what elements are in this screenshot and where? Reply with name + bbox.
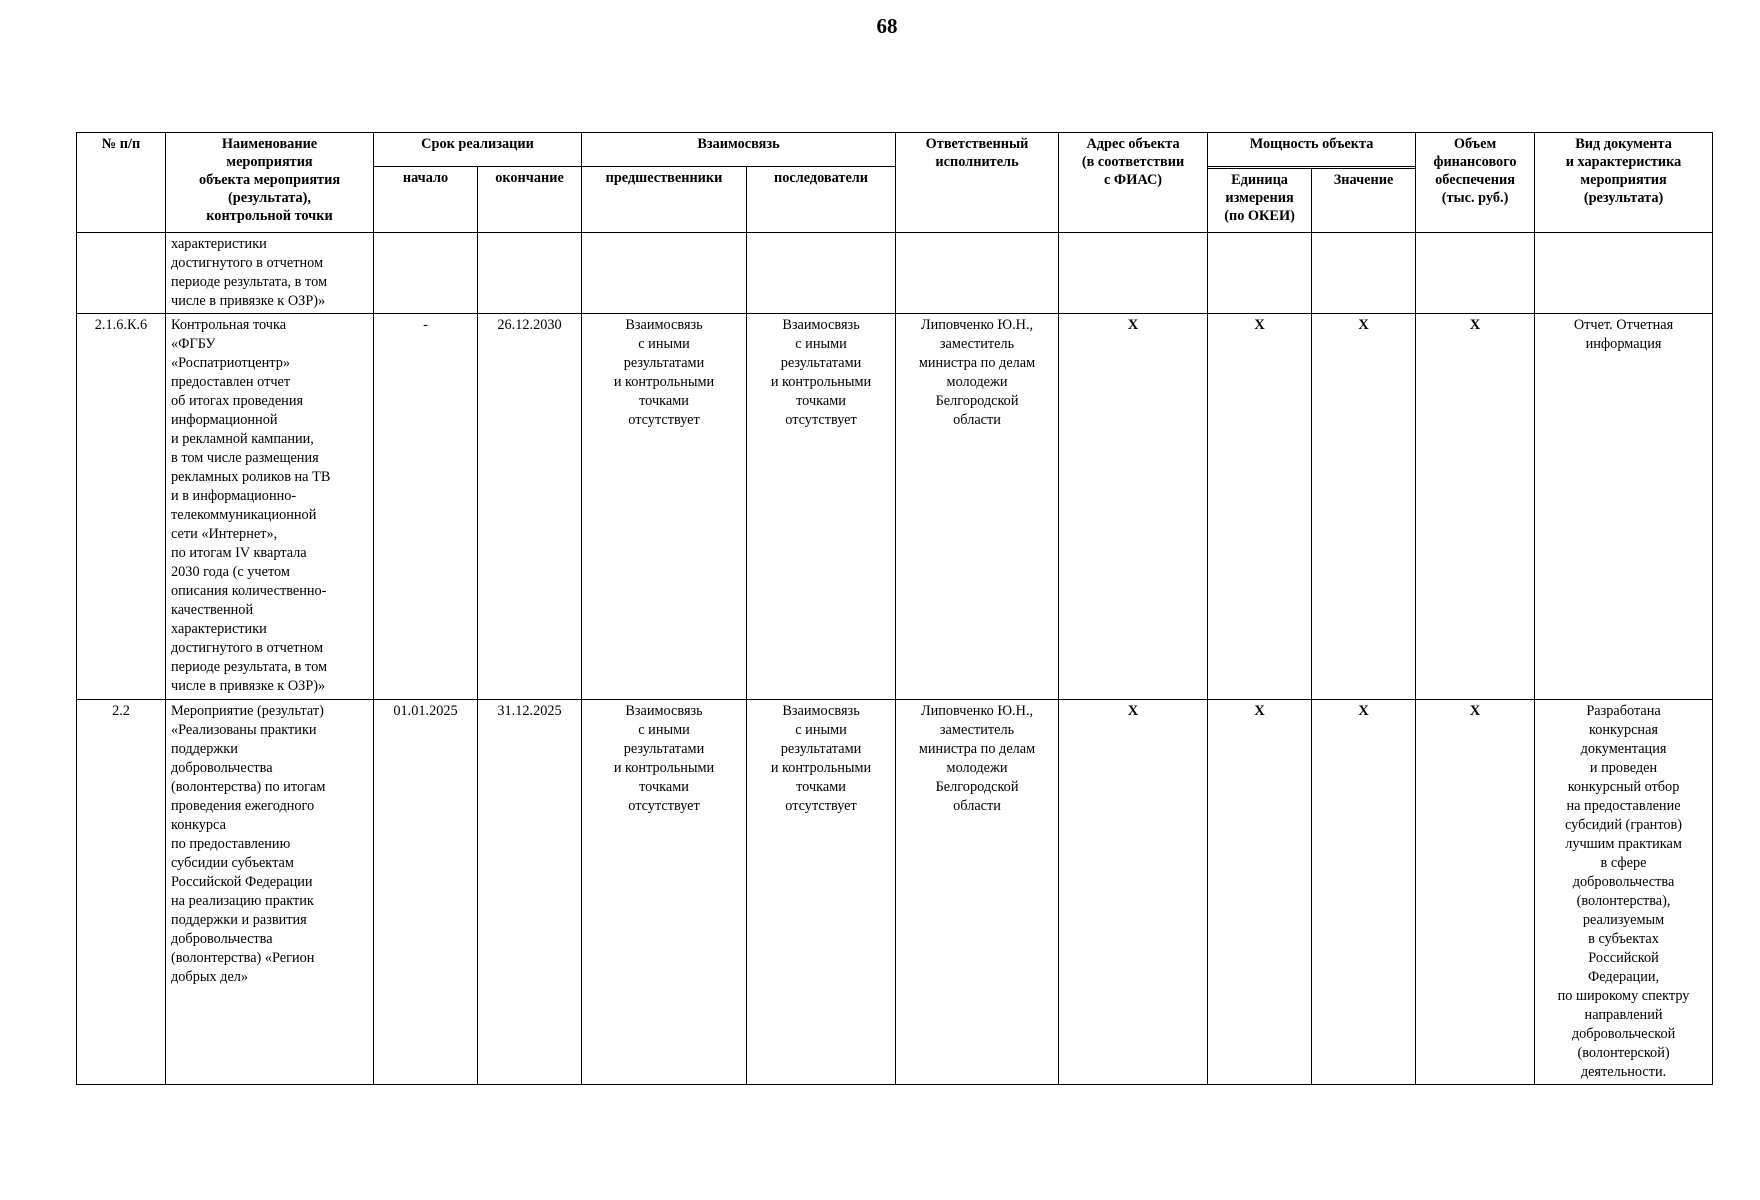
cell-name: Мероприятие (результат) «Реализованы практики поддержки добровольчества (волонтерства) по итогам проведения ежегодного конкурса по предоставлению субсидии субъектам Российской Федерации на реализацию практик поддержки и развития добровольчества (волонтерства) «Регион добрых дел»	[166, 700, 374, 1085]
cell-num: 2.1.6.К.6	[77, 314, 166, 700]
cell-doc: Разработана конкурсная документация и проведен конкурсный отбор на предоставление субсидий (грантов) лучшим практикам в сфере добровольчества (волонтерства), реализуемым в субъектах Российской Федерации, по широкому спектру направлений добровольческой (волонтерской) деятельности.	[1535, 700, 1713, 1085]
cell-start: 01.01.2025	[374, 700, 478, 1085]
cell-succ: Взаимосвязь с иными результатами и контрольными точками отсутствует	[747, 314, 896, 700]
cell-num: 2.2	[77, 700, 166, 1085]
header-period-end: окончание	[478, 167, 582, 233]
header-cap-unit: Единица измерения (по ОКЕИ)	[1208, 169, 1312, 233]
header-address: Адрес объекта (в соответствии с ФИАС)	[1059, 133, 1208, 233]
cell-pred: Взаимосвязь с иными результатами и контрольными точками отсутствует	[582, 700, 747, 1085]
header-link-succ: последователи	[747, 167, 896, 233]
cell-num	[77, 233, 166, 314]
cell-succ	[747, 233, 896, 314]
page-number: 68	[876, 14, 898, 38]
cell-pred: Взаимосвязь с иными результатами и контрольными точками отсутствует	[582, 314, 747, 700]
header-period: Срок реализации	[374, 133, 582, 167]
cell-doc	[1535, 233, 1713, 314]
header-responsible: Ответственный исполнитель	[896, 133, 1059, 233]
header-finance: Объем финансового обеспечения (тыс. руб.)	[1416, 133, 1535, 233]
cell-unit: Х	[1208, 314, 1312, 700]
cell-end: 31.12.2025	[478, 700, 582, 1085]
table-row	[77, 233, 1713, 314]
table-row	[77, 700, 1713, 1085]
cell-succ: Взаимосвязь с иными результатами и контрольными точками отсутствует	[747, 700, 896, 1085]
cell-doc: Отчет. Отчетная информация	[1535, 314, 1713, 700]
header-num: № п/п	[77, 133, 166, 233]
table-row	[77, 314, 1713, 700]
plan-table	[76, 132, 1713, 1085]
cell-start	[374, 233, 478, 314]
header-capacity: Мощность объекта	[1208, 133, 1416, 167]
header-link: Взаимосвязь	[582, 133, 896, 167]
cell-value: Х	[1312, 314, 1416, 700]
cell-address: Х	[1059, 314, 1208, 700]
cell-unit: Х	[1208, 700, 1312, 1085]
header-cap-value: Значение	[1312, 169, 1416, 233]
cell-address: Х	[1059, 700, 1208, 1085]
cell-name: характеристики достигнутого в отчетном периоде результата, в том числе в привязке к ОЗР)»	[166, 233, 374, 314]
header-period-start: начало	[374, 167, 478, 233]
cell-start: -	[374, 314, 478, 700]
header-doc-type: Вид документа и характеристика мероприятия (результата)	[1535, 133, 1713, 233]
cell-end	[478, 233, 582, 314]
cell-finance	[1416, 233, 1535, 314]
header-link-pred: предшественники	[582, 167, 747, 233]
cell-address	[1059, 233, 1208, 314]
cell-value	[1312, 233, 1416, 314]
cell-finance: Х	[1416, 314, 1535, 700]
cell-responsible: Липовченко Ю.Н., заместитель министра по делам молодежи Белгородской области	[896, 314, 1059, 700]
cell-end: 26.12.2030	[478, 314, 582, 700]
cell-finance: Х	[1416, 700, 1535, 1085]
cell-value: Х	[1312, 700, 1416, 1085]
cell-responsible	[896, 233, 1059, 314]
cell-name: Контрольная точка «ФГБУ «Роспатриотцентр» предоставлен отчет об итогах проведения информационной и рекламной кампании, в том числе размещения рекламных роликов на ТВ и в информационно- телекоммуникационной сети «Интернет», по итогам IV квартала 2030 года (с учетом описания количественно- качественной характеристики достигнутого в отчетном периоде результата, в том числе в привязке к ОЗР)»	[166, 314, 374, 700]
cell-responsible: Липовченко Ю.Н., заместитель министра по делам молодежи Белгородской области	[896, 700, 1059, 1085]
header-name: Наименование мероприятия объекта мероприятия (результата), контрольной точки	[166, 133, 374, 233]
cell-unit	[1208, 233, 1312, 314]
cell-pred	[582, 233, 747, 314]
